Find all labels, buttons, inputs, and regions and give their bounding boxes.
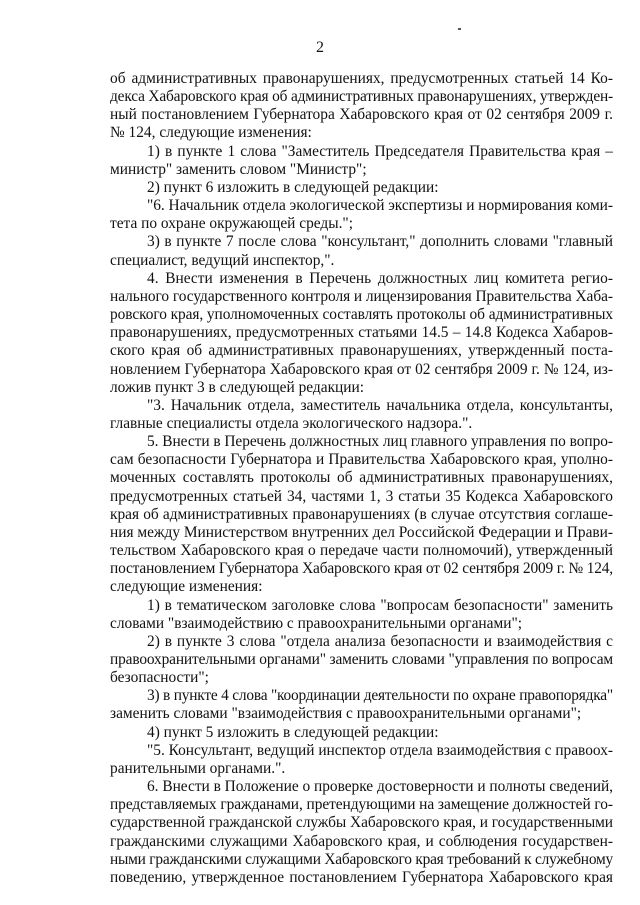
text-line: 3) в пункте 4 слова "координации деятельности по охране правопорядка" [147, 687, 613, 705]
text-line: ния между Министерством внутренних дел Российской Федерации и Прави- [110, 523, 613, 541]
text-line: предусмотренных статьей 34, частями 1, 3 статьи 35 Кодекса Хабаровского [110, 487, 613, 505]
text-line: декса Хабаровского края об административных правонарушениях, утвержден- [110, 88, 613, 106]
text-line: 3) в пункте 7 после слова "консультант," дополнить словами "главный [147, 233, 613, 251]
text-line: безопасности"; [110, 669, 209, 687]
document-body [110, 70, 613, 887]
text-line: заменить словами "взаимодействия с правоохранительными органами"; [110, 705, 582, 723]
text-line: тета по охране окружающей среды."; [110, 215, 353, 233]
text-line: следующие изменения: [110, 578, 263, 596]
text-line: края об административных правонарушениях (в случае отсутствия соглаше- [110, 505, 613, 523]
text-line: ный постановлением Губернатора Хабаровского края от 02 сентября 2009 г. [110, 106, 613, 124]
text-line: 2) пункт 6 изложить в следующей редакции: [147, 178, 439, 196]
text-line: "5. Консультант, ведущий инспектор отдела взаимодействия с правоох- [147, 741, 613, 759]
text-line: 4. Внести изменения в Перечень должностных лиц комитета регио- [147, 269, 613, 287]
text-line: ными гражданскими служащими Хабаровского края требований к служебному [110, 850, 613, 868]
text-line: 2) в пункте 3 слова "отдела анализа безопасности и взаимодействия с [147, 632, 613, 650]
scan-speck [458, 28, 461, 30]
text-line: моченных составлять протоколы об административных правонарушениях, [110, 469, 613, 487]
text-line: нального государственного контроля и лицензирования Правительства Хаба- [110, 287, 613, 305]
text-line: 5. Внести в Перечень должностных лиц главного управления по вопро- [147, 433, 613, 451]
text-line: ранительными органами.". [110, 759, 286, 777]
text-line: 1) в пункте 1 слова "Заместитель Председателя Правительства края – [147, 142, 613, 160]
text-line: 6. Внести в Положение о проверке достоверности и полноты сведений, [147, 778, 613, 796]
text-line: главные специалисты отдела экологического надзора.". [110, 414, 473, 432]
text-line: сударственной гражданской службы Хабаровского края, и государственными [110, 814, 613, 832]
text-line: сам безопасности Губернатора и Правительства Хабаровского края, уполно- [110, 451, 613, 469]
text-line: правоохранительными органами" заменить словами "управления по вопросам [110, 651, 613, 668]
text-line: правонарушениях, предусмотренных статьями 14.5 – 14.8 Кодекса Хабаров- [110, 324, 613, 342]
text-line: ложив пункт 3 в следующей редакции: [110, 378, 365, 396]
text-line: 4) пункт 5 изложить в следующей редакции: [147, 723, 439, 741]
text-line: поведению, утвержденное постановлением Губернатора Хабаровского края [110, 868, 613, 886]
text-line: "6. Начальник отдела экологической экспертизы и нормирования коми- [147, 197, 613, 215]
text-line: об административных правонарушениях, предусмотренных статьей 14 Ко- [110, 70, 613, 87]
text-line: специалист, ведущий инспектор,". [110, 251, 335, 269]
text-line: министр" заменить словом "Министр"; [110, 160, 367, 178]
text-line: ского края об административных правонарушениях, утвержденный поста- [110, 342, 613, 360]
text-line: новлением Губернатора Хабаровского края от 02 сентября 2009 г. № 124, из- [110, 360, 613, 378]
page-number: 2 [316, 39, 324, 56]
text-line: ровского края, уполномоченных составлять протоколы об административных [110, 306, 613, 324]
text-line: словами "взаимодействию с правоохранительными органами"; [110, 614, 523, 632]
text-line: тельством Хабаровского края о передаче части полномочий), утвержденный [110, 542, 613, 560]
text-line: 1) в тематическом заголовке слова "вопросам безопасности" заменить [147, 596, 613, 614]
text-line: представляемых гражданами, претендующими на замещение должностей го- [110, 796, 613, 814]
text-line: № 124, следующие изменения: [110, 124, 312, 142]
text-line: гражданскими служащими Хабаровского края, и соблюдения государствен- [110, 832, 613, 850]
text-line: постановлением Губернатора Хабаровского края от 02 сентября 2009 г. № 124, [110, 560, 613, 578]
text-line: "3. Начальник отдела, заместитель начальника отдела, консультанты, [147, 396, 613, 414]
